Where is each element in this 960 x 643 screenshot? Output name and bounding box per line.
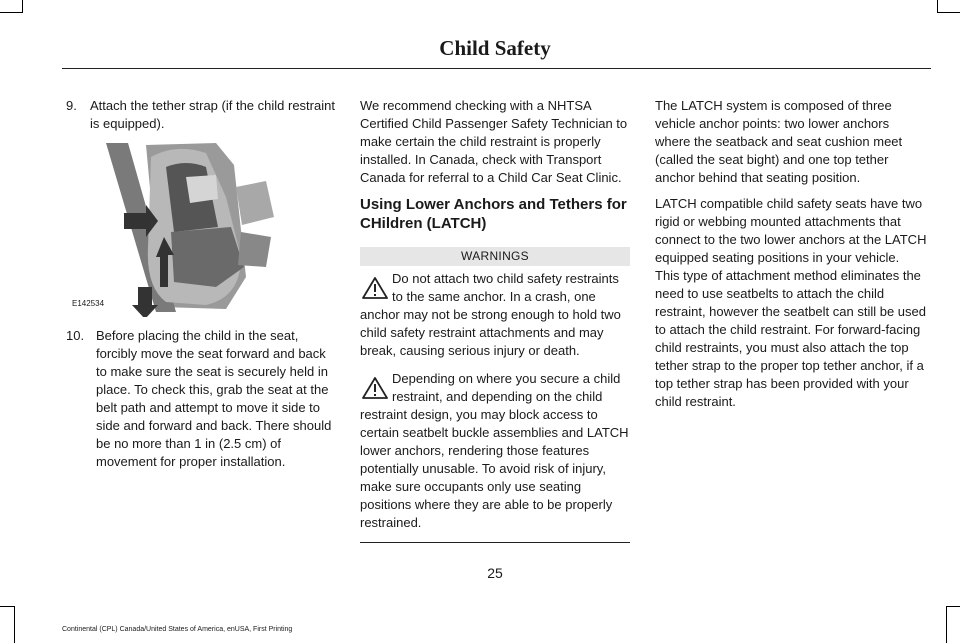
step-text: Before placing the child in the seat, forcibly move the seat forward and back to make sure the seat is securely held in place. To check this, grab the seat at the belt path and attempt to move it side to side and forward and back. There should be no more than 1 in (2.5 cm) of movement for proper installation. (96, 328, 332, 469)
column-2 (360, 97, 630, 543)
crop-mark (946, 606, 947, 643)
latch-paragraph-1: The LATCH system is composed of three vehicle anchor points: two lower anchors where the seatback and seat cushion meet (called the seat bight) and one top tether anchor behind that seating position. (655, 98, 903, 185)
latch-paragraph-2: LATCH compatible child safety seats have two rigid or webbing mounted attachments that connect to the two lower anchors at the LATCH equipped seating positions in your vehicle. This type of attachment method eliminates the need to use seatbelts to attach the child restraint, however the seatbelt can still be used to attach the child restraint. For forward-facing child restraints, you must also attach the top tether strap to the proper top tether anchor, if a top tether strap has been provided with your child restraint. (655, 196, 927, 409)
warnings-header: WARNINGS (360, 247, 630, 266)
child-seat-illustration (66, 137, 341, 317)
crop-mark (937, 0, 938, 13)
warnings-end-rule (360, 542, 630, 543)
step-9 (66, 97, 336, 133)
column-3 (655, 97, 927, 419)
step-number: 9. (66, 98, 77, 113)
warning-text: Depending on where you secure a child restraint, and depending on the child restraint design, you may block access to certain seatbelt buckle assemblies and LATCH lower anchors, rendering those features potentially unusable. To avoid risk of injury, make sure occupants only use seating positions where they are able to be properly restrained. (360, 371, 629, 530)
warning-triangle-icon (362, 376, 388, 400)
crop-mark (0, 606, 14, 607)
crop-mark (22, 0, 23, 13)
crop-mark (0, 12, 22, 13)
page-title: Child Safety (439, 36, 551, 60)
warning-2 (360, 370, 630, 532)
column-1 (66, 97, 336, 471)
page-number: 25 (487, 565, 503, 581)
warning-triangle-icon (362, 276, 388, 300)
step-text: Attach the tether strap (if the child restraint is equipped). (90, 98, 335, 131)
intro-paragraph: We recommend checking with a NHTSA Certified Child Passenger Safety Technician to make certain the child restraint is properly installed. In Canada, check with Transport Canada for referral to a Child Car Seat Clinic. (360, 98, 628, 185)
section-heading: Using Lower Anchors and Tethers for CHildren (LATCH) (360, 196, 627, 232)
print-footer: Continental (CPL) Canada/United States of America, enUSA, First Printing (62, 626, 293, 633)
warning-1 (360, 270, 630, 360)
figure-code: E142534 (72, 299, 105, 308)
crop-mark (937, 12, 960, 13)
step-10 (66, 327, 336, 471)
crop-mark (946, 606, 960, 607)
warning-text: Do not attach two child safety restraints to the same anchor. In a crash, one anchor may not be strong enough to hold two child safety restraint attachments and may break, causing serious injury or death. (360, 271, 621, 358)
child-seat-tether-image (66, 137, 341, 317)
header-rule (62, 68, 931, 69)
step-number: 10. (66, 328, 85, 343)
crop-mark (14, 606, 15, 643)
